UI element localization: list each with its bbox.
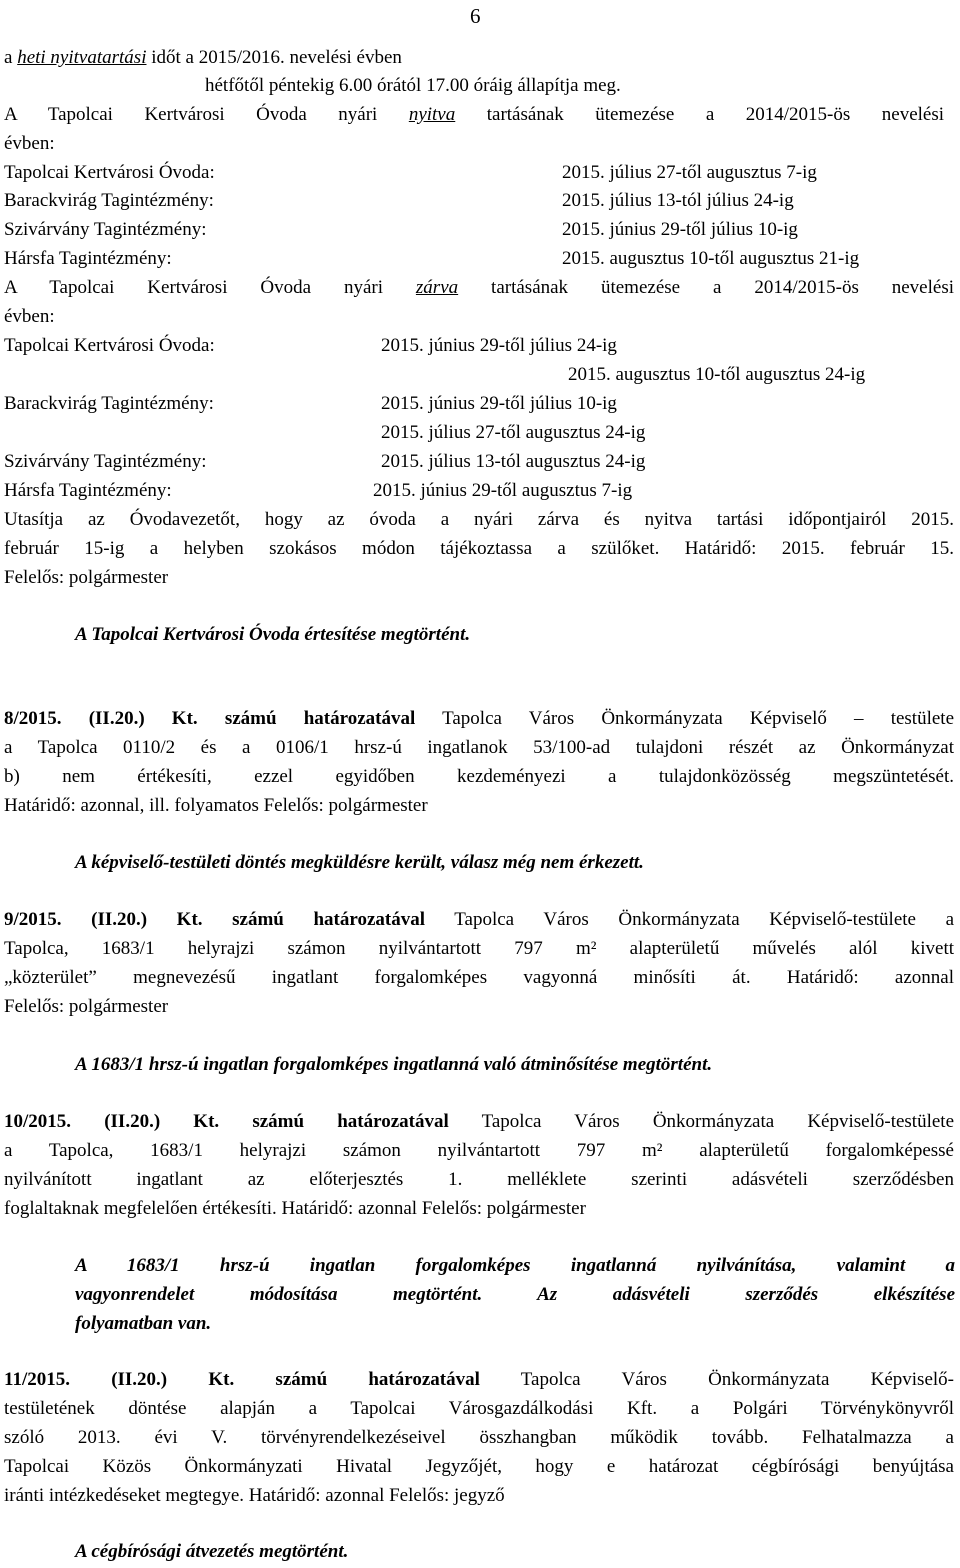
intro-line-2: hétfőtől péntekig 6.00 órától 17.00 óráig állapítja meg. (205, 75, 621, 96)
status-note: A 1683/1 hrsz-ú ingatlan forgalomképes ingatlanná nyilvánítása, valamint a (75, 1255, 955, 1276)
resolution-9-line-1: 9/2015. (II.20.) Kt. számú határozatával Tapolca Város Önkormányzata Képviselő-testülete a (4, 909, 955, 930)
resolution-10-line: nyilvánított ingatlant az előterjesztés 1. melléklete szerinti adásvételi szerződésben (4, 1169, 954, 1190)
open-schedule-emphasis: nyitva (408, 104, 456, 125)
closed-row-name: Szivárvány Tagintézmény: (4, 451, 207, 472)
closed-row-period: 2015. július 13-tól augusztus 24-ig (381, 451, 646, 472)
resolution-9-line: Tapolca, 1683/1 helyrajzi számon nyilvántartott 797 m² alapterületű művelés alól kivett (4, 938, 954, 959)
status-note: A cégbírósági átvezetés megtörtént. (75, 1541, 349, 1562)
closed-row-period: 2015. július 27-től augusztus 24-ig (381, 422, 646, 443)
open-row-name: Tapolcai Kertvárosi Óvoda: (4, 162, 215, 183)
instruction-line: Utasítja az Óvodavezetőt, hogy az óvoda a nyári zárva és nyitva tartási időpontjairól 2015. (4, 509, 954, 530)
status-note: vagyonrendelet módosítása megtörtént. Az adásvételi szerződés elkészítése (75, 1284, 955, 1305)
resolution-11-line: iránti intézkedéseket megtegye. Határidő: azonnal Felelős: jegyző (4, 1485, 505, 1506)
resolution-8-line: Határidő: azonnal, ill. folyamatos Felelős: polgármester (4, 795, 428, 816)
resolution-8-line-1: 8/2015. (II.20.) Kt. számú határozatával Tapolca Város Önkormányzata Képviselő – testülete (4, 708, 955, 729)
resolution-10-line: a Tapolca, 1683/1 helyrajzi számon nyilvántartott 797 m² alapterületű forgalomképessé (4, 1140, 954, 1161)
open-row-period: 2015. július 27-től augusztus 7-ig (562, 162, 817, 183)
open-row-period: 2015. július 13-tól július 24-ig (562, 190, 794, 211)
resolution-9-line: „közterület” megnevezésű ingatlant forgalomképes vagyonná minősíti át. Határidő: azonnal (4, 967, 954, 988)
instruction-line: Felelős: polgármester (4, 567, 169, 588)
open-row-name: Szivárvány Tagintézmény: (4, 219, 207, 240)
open-schedule-heading: A Tapolcai Kertvárosi Óvoda nyári nyitva tartásának ütemezése a 2014/2015-ös nevelési (4, 104, 945, 125)
intro-link-heti-nyitvatartasi[interactable]: heti nyitvatartási (17, 47, 147, 68)
closed-schedule-emphasis: zárva (415, 277, 459, 298)
closed-row-name: Barackvirág Tagintézmény: (4, 393, 214, 414)
closed-row-period: 2015. június 29-től július 24-ig (381, 335, 617, 356)
resolution-11-line-1: 11/2015. (II.20.) Kt. számú határozatával Tapolca Város Önkormányzata Képviselő- (4, 1369, 954, 1390)
open-row-period: 2015. augusztus 10-től augusztus 21-ig (562, 248, 860, 269)
open-row-period: 2015. június 29-től július 10-ig (562, 219, 798, 240)
status-note: A 1683/1 hrsz-ú ingatlan forgalomképes ingatlanná való átminősítése megtörtént. (75, 1054, 713, 1075)
status-note: A Tapolcai Kertvárosi Óvoda értesítése megtörtént. (75, 624, 471, 645)
resolution-8-line: b) nem értékesíti, ezzel egyidőben kezdeményezi a tulajdonközösség megszüntetését. (4, 766, 954, 787)
closed-row-name: Tapolcai Kertvárosi Óvoda: (4, 335, 215, 356)
intro-line-1: a heti nyitvatartási időt a 2015/2016. nevelési évben (4, 47, 402, 68)
closed-schedule-heading: A Tapolcai Kertvárosi Óvoda nyári zárva tartásának ütemezése a 2014/2015-ös nevelési (4, 277, 955, 298)
resolution-10-line: foglaltaknak megfelelően értékesíti. Határidő: azonnal Felelős: polgármester (4, 1198, 586, 1219)
closed-schedule-heading-cont: évben: (4, 306, 55, 327)
page-number: 6 (470, 4, 481, 28)
open-row-name: Hársfa Tagintézmény: (4, 248, 172, 269)
open-row-name: Barackvirág Tagintézmény: (4, 190, 214, 211)
status-note: A képviselő-testületi döntés megküldésre került, válasz még nem érkezett. (75, 852, 644, 873)
resolution-11-line: szóló 2013. évi V. törvényrendelkezéseivel összhangban működik tovább. Felhatalmazza a (4, 1427, 954, 1448)
resolution-11-line: Tapolcai Közös Önkormányzati Hivatal Jegyzőjét, hogy e határozat cégbírósági benyújtása (4, 1456, 954, 1477)
resolution-10-line-1: 10/2015. (II.20.) Kt. számú határozatával Tapolca Város Önkormányzata Képviselő-testülete (4, 1111, 955, 1132)
open-schedule-heading-cont: évben: (4, 133, 55, 154)
closed-row-period: 2015. június 29-től július 10-ig (381, 393, 617, 414)
closed-row-period: 2015. augusztus 10-től augusztus 24-ig (568, 364, 866, 385)
status-note: folyamatban van. (75, 1313, 212, 1334)
instruction-line: február 15-ig a helyben szokásos módon tájékoztassa a szülőket. Határidő: 2015. február 15. (4, 538, 954, 559)
resolution-11-line: testületének döntése alapján a Tapolcai Városgazdálkodási Kft. a Polgári Törvénykönyvről (4, 1398, 954, 1419)
resolution-9-line: Felelős: polgármester (4, 996, 169, 1017)
resolution-8-line: a Tapolca 0110/2 és a 0106/1 hrsz-ú ingatlanok 53/100-ad tulajdoni részét az Önkormányzat (4, 737, 954, 758)
closed-row-period: 2015. június 29-től augusztus 7-ig (373, 480, 633, 501)
closed-row-name: Hársfa Tagintézmény: (4, 480, 172, 501)
